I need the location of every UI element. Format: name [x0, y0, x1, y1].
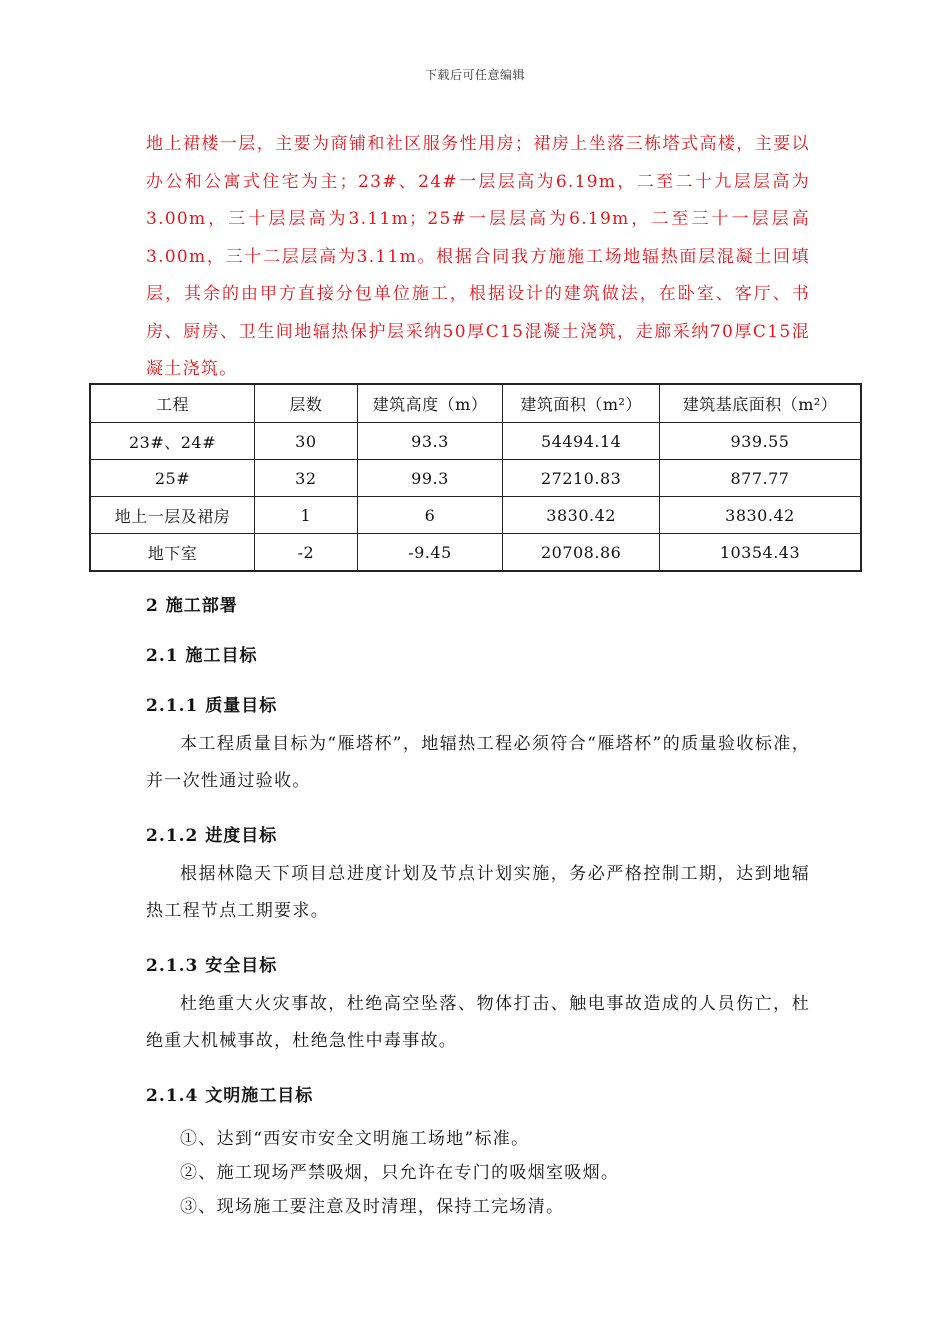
table-cell: 27210.83 [503, 460, 660, 497]
section-heading-civilized-construction-goal: 2.1.4 文明施工目标 [146, 1086, 314, 1106]
table-header-cell: 层数 [255, 384, 358, 423]
table-cell: -9.45 [357, 534, 503, 572]
table-cell: 地上一层及裙房 [90, 497, 255, 534]
table-cell: 93.3 [357, 423, 503, 460]
quality-goal-paragraph: 本工程质量目标为“雁塔杯”，地辐热工程必须符合“雁塔杯”的质量验收标准，并一次性通过验收。 [146, 734, 810, 791]
table-cell: 99.3 [357, 460, 503, 497]
table-header-cell: 建筑基底面积（m²） [659, 384, 861, 423]
project-overview-paragraph: 地上裙楼一层，主要为商铺和社区服务性用房；裙房上坐落三栋塔式高楼，主要以办公和公寓式住宅为主；23#、24#一层层高为6.19m，二至二十九层层高为3.00m，三十层层高为3.11m；25#一层层高为6.19m，二至三十一层层高3.00m，三十二层层高为3.11m。根据合同我方施施工场地辐热面层混凝土回填层，其余的由甲方直接分包单位施工，根据设计的建筑做法，在卧室、客厅、书房、厨房、卫生间地辐热保护层采纳50厚C15混凝土浇筑，走廊采纳70厚C15混凝土浇筑。 [146, 134, 810, 379]
table-cell: -2 [255, 534, 358, 572]
building-data-table [89, 383, 862, 572]
table-header-row [90, 384, 861, 423]
section-heading-safety-goal: 2.1.3 安全目标 [146, 956, 278, 976]
table-cell: 25# [90, 460, 255, 497]
table-cell: 23#、24# [90, 423, 255, 460]
table-cell: 3830.42 [503, 497, 660, 534]
table-row [90, 423, 861, 460]
table-cell: 32 [255, 460, 358, 497]
table-row [90, 534, 861, 572]
table-cell: 20708.86 [503, 534, 660, 572]
table-cell: 1 [255, 497, 358, 534]
list-item: ②、施工现场严禁吸烟，只允许在专门的吸烟室吸烟。 [180, 1163, 620, 1183]
table-header-cell: 工程 [90, 384, 255, 423]
section-heading-construction-deployment: 2 施工部署 [146, 596, 238, 616]
table-cell: 939.55 [659, 423, 861, 460]
table-cell: 30 [255, 423, 358, 460]
table-cell: 877.77 [659, 460, 861, 497]
table-row [90, 460, 861, 497]
list-item: ①、达到“西安市安全文明施工场地”标准。 [180, 1129, 530, 1149]
section-heading-construction-goals: 2.1 施工目标 [146, 646, 258, 666]
safety-goal-paragraph: 杜绝重大火灾事故，杜绝高空坠落、物体打击、触电事故造成的人员伤亡，杜绝重大机械事故，杜绝急性中毒事故。 [146, 994, 810, 1051]
table-header-cell: 建筑高度（m） [357, 384, 503, 423]
table-header-cell: 建筑面积（m²） [503, 384, 660, 423]
list-item: ③、现场施工要注意及时清理，保持工完场清。 [180, 1197, 565, 1217]
table-row [90, 497, 861, 534]
table-cell: 3830.42 [659, 497, 861, 534]
table-cell: 10354.43 [659, 534, 861, 572]
table-cell: 54494.14 [503, 423, 660, 460]
page-header-note: 下载后可任意编辑 [424, 68, 525, 82]
table-cell: 6 [357, 497, 503, 534]
table-cell: 地下室 [90, 534, 255, 572]
schedule-goal-paragraph: 根据林隐天下项目总进度计划及节点计划实施，务必严格控制工期，达到地辐热工程节点工期要求。 [146, 864, 810, 921]
section-heading-schedule-goal: 2.1.2 进度目标 [146, 826, 278, 846]
section-heading-quality-goal: 2.1.1 质量目标 [146, 696, 278, 716]
